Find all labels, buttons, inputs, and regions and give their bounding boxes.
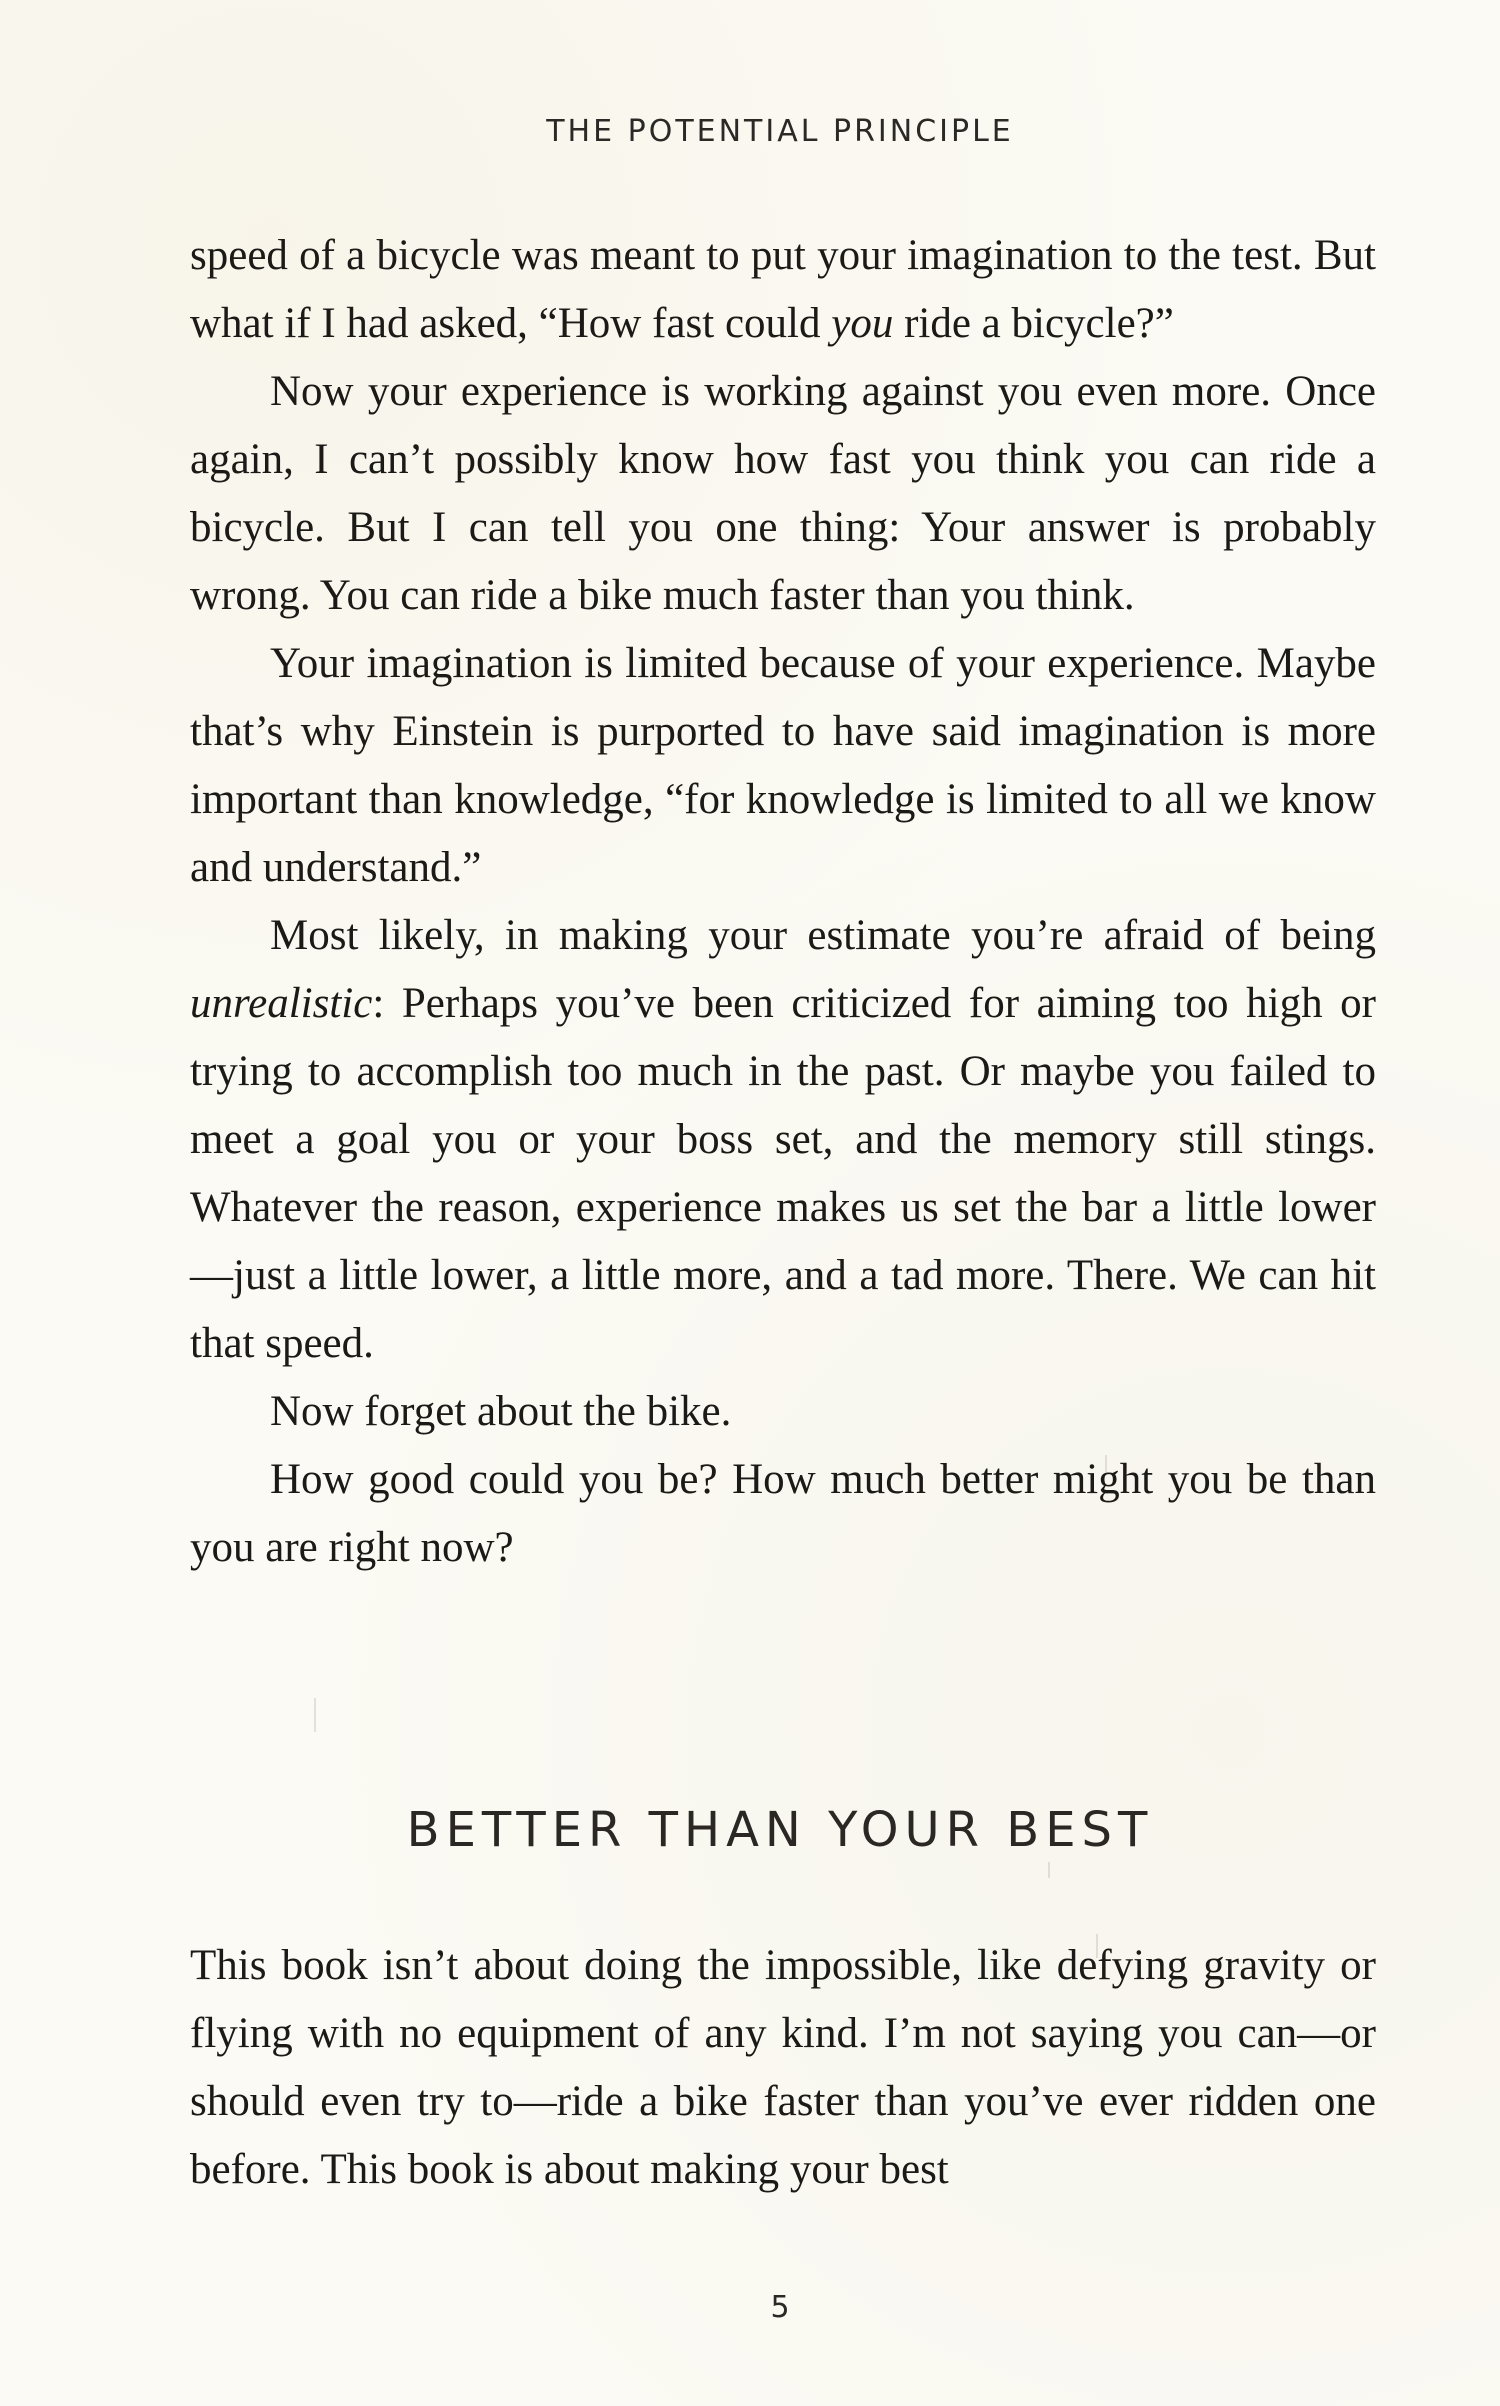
paragraph-5: Now forget about the bike. (270, 1388, 732, 1435)
paragraph-3: Your imagination is limited because of your experience. Maybe that’s why Einstein is purported to have said imagination is more important than knowledge, “for knowledge is limited to all we know and understand.” (190, 640, 1376, 891)
paragraph-1-emphasis: you (831, 300, 894, 347)
section-heading: BETTER THAN YOUR BEST (406, 1802, 1154, 1858)
paragraph-4-emphasis: unrealistic (190, 980, 373, 1027)
paragraph-7: This book isn’t about doing the impossible, like defying gravity or flying with no equipment of any kind. I’m not saying you can—or should even try to—ride a bike faster than you’ve ever ridden one before. This book is about making your best (190, 1942, 1376, 2193)
paragraph-4-text-a: Most likely, in making your estimate you’re afraid of being (270, 912, 1376, 959)
paragraph-1 (190, 222, 1376, 358)
scan-speck (1048, 1862, 1050, 1878)
running-head: THE POTENTIAL PRINCIPLE (546, 114, 1014, 149)
body-text-section-2 (190, 1932, 1376, 2204)
paragraph-1-text-b: ride a bicycle?” (893, 300, 1174, 347)
paragraph-4 (190, 902, 1376, 1378)
paragraph-1-text-a: speed of a bicycle was meant to put your imagination to the test. But what if I had asked, “How fast could (190, 232, 1376, 347)
paragraph-2: Now your experience is working against you even more. Once again, I can’t possibly know how fast you think you can ride a bicycle. But I can tell you one thing: Your answer is probably wrong. You can ride a bike much faster than you think. (190, 368, 1376, 619)
paragraph-4-text-b: : Perhaps you’ve been criticized for aiming too high or trying to accomplish too much in the past. Or maybe you failed to meet a goal you or your boss set, and the memory still stings. Whatever the reason, experience makes us set the bar a little lower—just a little lower, a little more, and a tad more. There. We can hit that speed. (190, 980, 1376, 1367)
page-number: 5 (770, 2290, 790, 2325)
scan-speck (1096, 1934, 1098, 1958)
scan-speck (1105, 1455, 1107, 1473)
paragraph-6: How good could you be? How much better might you be than you are right now? (190, 1456, 1376, 1571)
scan-speck (314, 1698, 316, 1732)
body-text-section-1 (190, 222, 1376, 1582)
